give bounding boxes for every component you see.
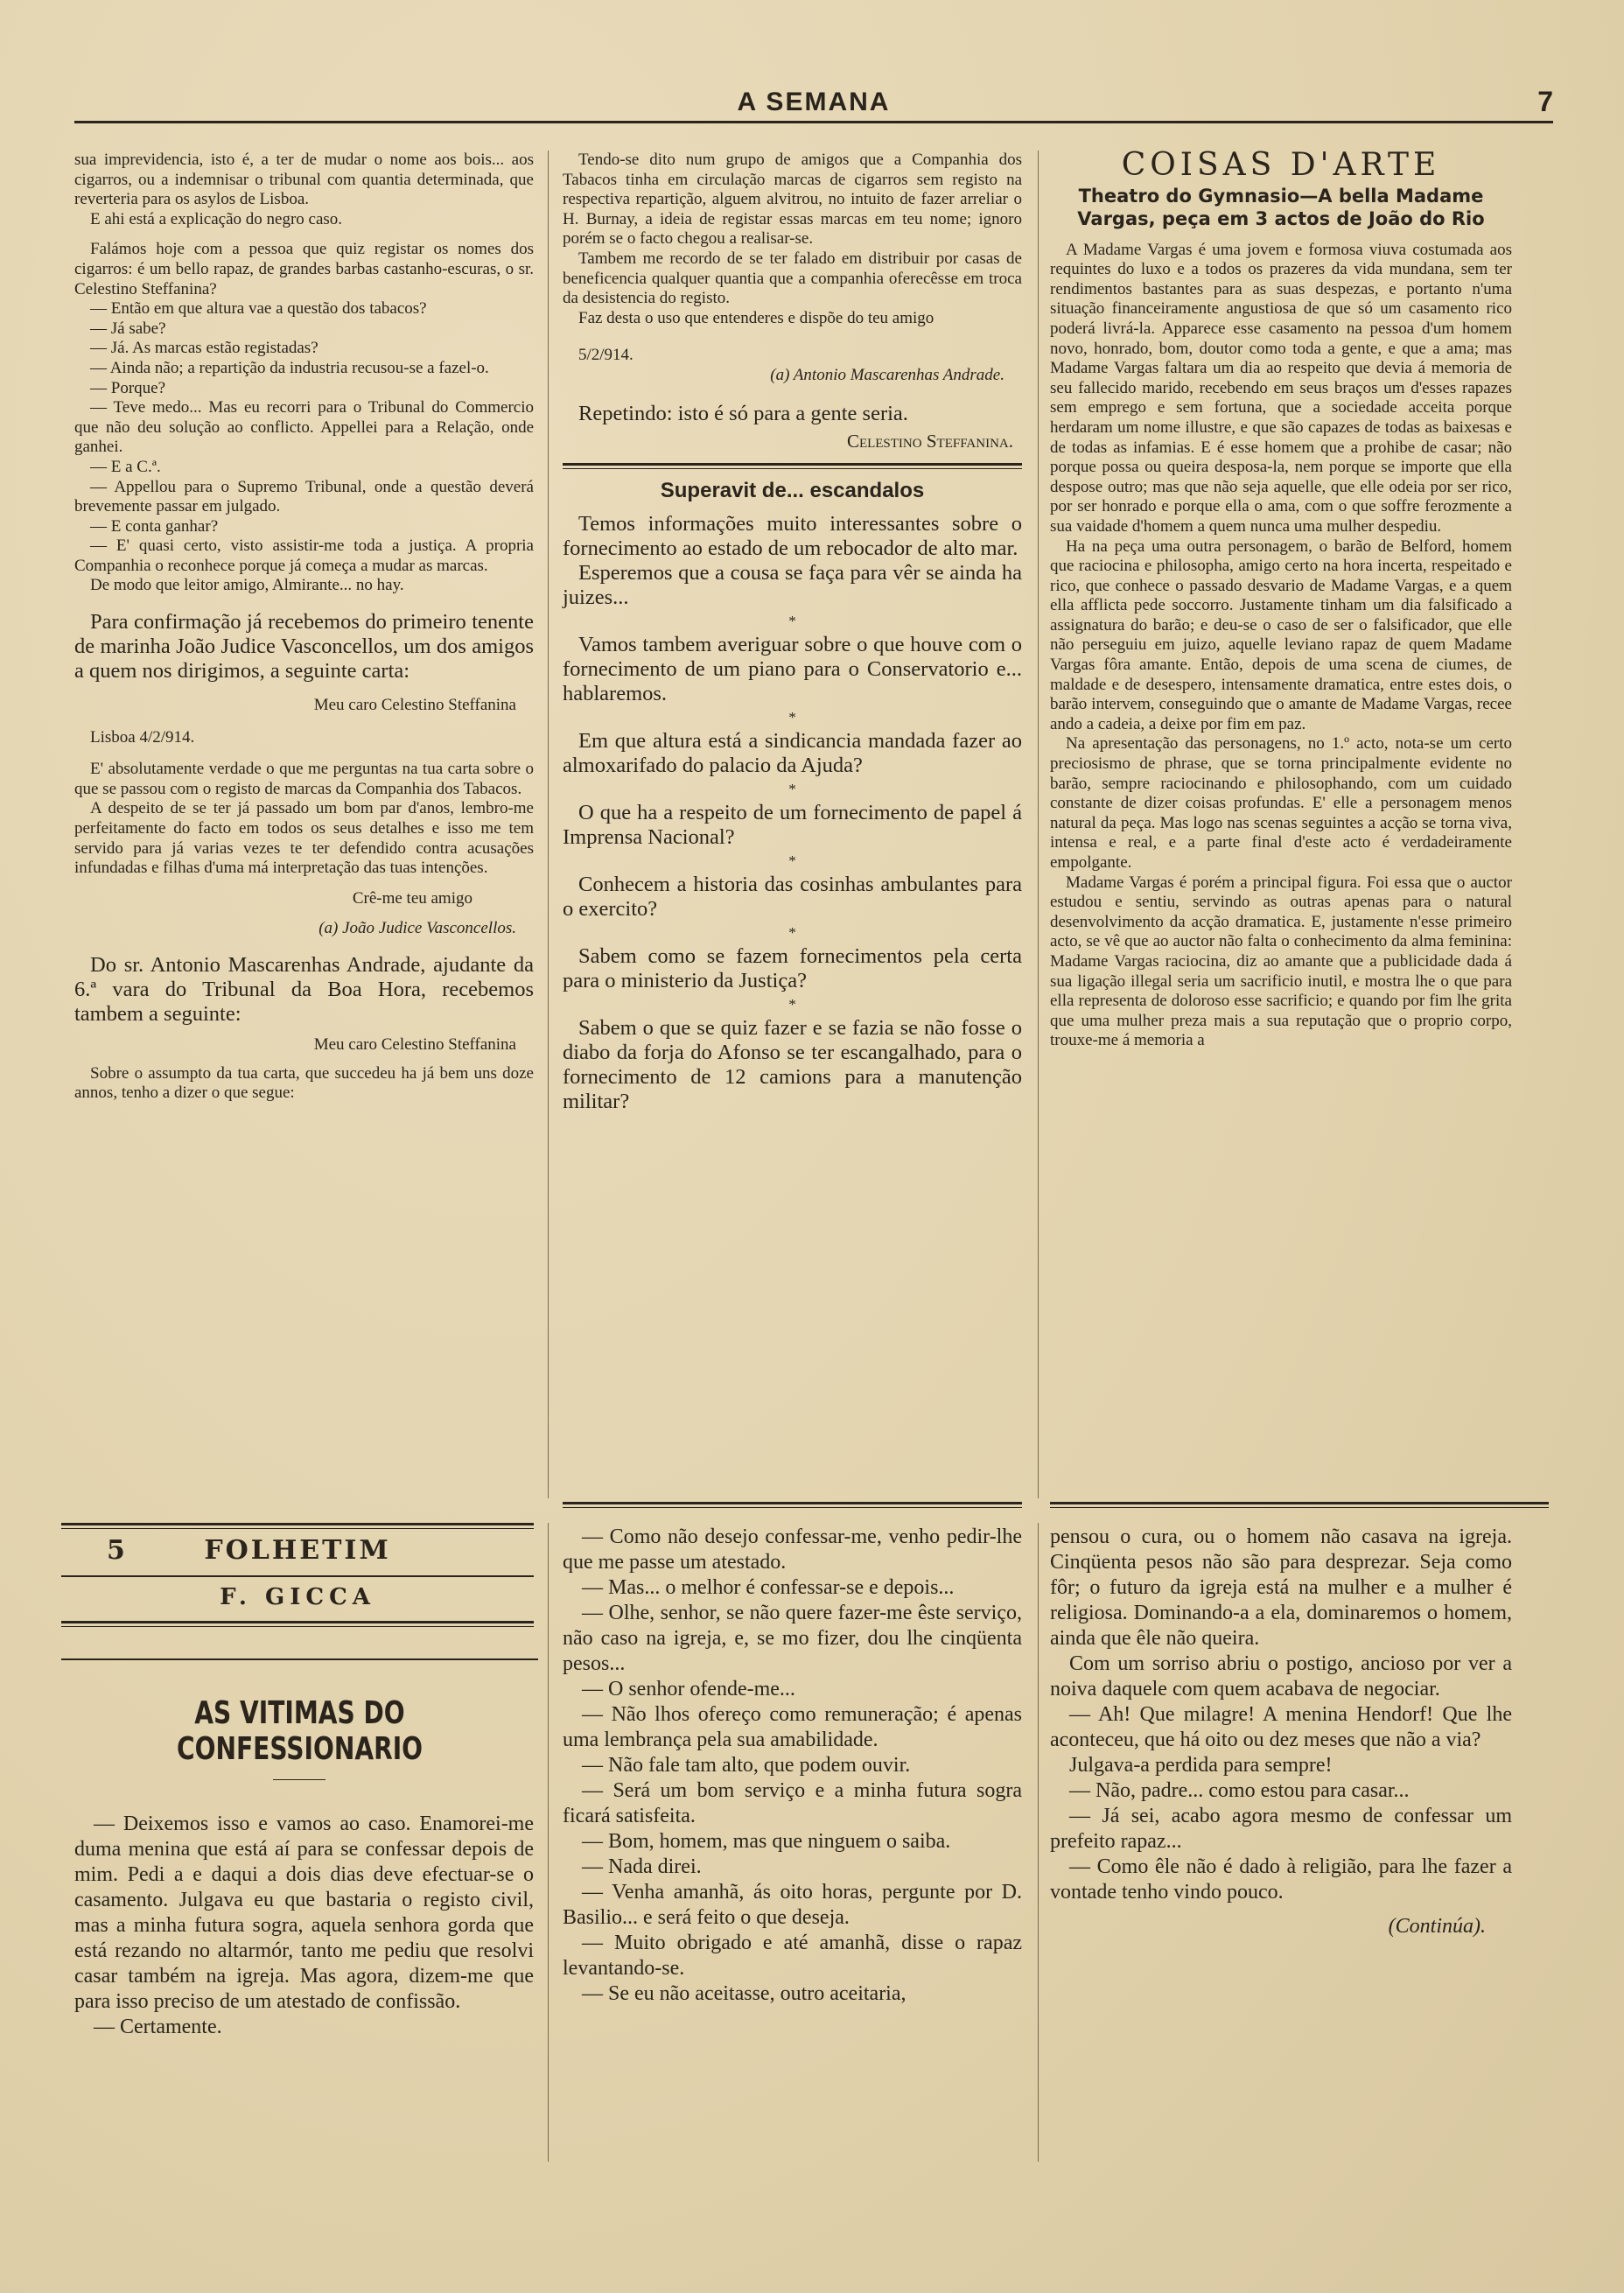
asterisk-separator: * bbox=[788, 780, 796, 797]
title-underline bbox=[273, 1779, 326, 1780]
dialogue-line: — Já sabe? bbox=[90, 319, 166, 338]
letter-salutation: Meu caro Celestino Steffanina bbox=[313, 696, 516, 715]
asterisk-separator: * bbox=[788, 708, 796, 726]
folhetim-label: FOLHETIM bbox=[204, 1535, 391, 1566]
folhetim-paragraph: Julgava-a perdida para sempre! bbox=[1069, 1754, 1333, 1777]
newspaper-title: A SEMANA bbox=[737, 88, 891, 116]
col2-item: O que ha a respeito de um fornecimento de papel á Imprensa Nacional? bbox=[563, 800, 1022, 849]
folhetim-number: 5 bbox=[107, 1535, 125, 1566]
column-divider bbox=[548, 151, 549, 1498]
letter-date: Lisboa 4/2/914. bbox=[90, 727, 195, 747]
folhetim-paragraph: — Venha amanhã, ás oito horas, pergunte por D. Basilio... e será feito o que deseja. bbox=[563, 1881, 1022, 1929]
letter-date: 5/2/914. bbox=[578, 346, 634, 365]
dialogue-line: — E a C.ª. bbox=[90, 457, 161, 476]
folhetim-paragraph: — Como êle não é dado à religião, para lhe fazer a vontade tenho vindo pouco. bbox=[1050, 1855, 1512, 1904]
folhetim-paragraph: — Se eu não aceitasse, outro aceitaria, bbox=[582, 1982, 906, 2005]
dialogue-line: — E conta ganhar? bbox=[90, 516, 219, 536]
folhetim-paragraph: — Será um bom serviço e a minha futura sogra ficará satisfeita. bbox=[563, 1779, 1022, 1827]
col2-item: Sabem o que se quiz fazer e se fazia se não fosse o diabo da forja do Afonso se ter escangalhado, para o fornecimento de 12 camions para a manutenção militar? bbox=[563, 1015, 1022, 1113]
asterisk-separator: * bbox=[788, 612, 796, 629]
column-divider bbox=[1038, 151, 1039, 1498]
asterisk-separator: * bbox=[788, 923, 796, 941]
asterisk-separator: * bbox=[788, 995, 796, 1013]
col1-lead-paragraph: Do sr. Antonio Mascarenhas Andrade, ajudante da 6.ª vara do Tribunal da Boa Hora, recebemos tambem a seguinte: bbox=[74, 953, 534, 1026]
dialogue-line: — Appellou para o Supremo Tribunal, onde a questão deverá brevemente passar em julgado. bbox=[74, 477, 534, 516]
coisas-darte-subtitle: Theatro do Gymnasio—A bella Madame Vargas, peça em 3 actos de João do Rio bbox=[1077, 185, 1485, 229]
coisas-darte-title: COISAS D'ARTE bbox=[1121, 147, 1441, 183]
column-3 bbox=[1050, 147, 1512, 1490]
folhetim-column-3 bbox=[1050, 1525, 1512, 2085]
col1-lead-paragraph: Para confirmação já recebemos do primeiro tenente de marinha João Judice Vasconcellos, um dos amigos a quem nos dirigimos, a seguinte carta: bbox=[74, 610, 534, 684]
dialogue-line: — Teve medo... Mas eu recorri para o Tribunal do Commercio que não deu solução ao conflicto. Appellei para a Relação, onde ganhei. bbox=[74, 398, 534, 457]
folhetim-paragraph: — Nada direi. bbox=[582, 1855, 702, 1878]
col1-paragraph: sua imprevidencia, isto é, a ter de mudar o nome aos bois... aos cigarros, ou a indemnisar o tribunal com quantia determinada, que reverteria para os asylos de Lisboa. bbox=[74, 151, 534, 209]
dialogue-line: — E' quasi certo, visto assistir-me toda a justiça. A propria Companhia o reconhece porque já começa a mudar as marcas. bbox=[74, 536, 534, 575]
col2-item: Vamos tambem averiguar sobre o que houve com o fornecimento de um piano para o Conservatorio e... hablaremos. bbox=[563, 632, 1022, 705]
folhetim-paragraph: — Deixemos isso e vamos ao caso. Enamorei-me duma menina que está aí para se confessar depois de mim. Pedi a e daqui a dois dias deve efectuar-se o casamento. Julgava eu que bastaria o registo civil, mas a minha futura sogra, aquela senhora gorda que está rezando no altarmór, tanto me pediu que resolvi casar também na igreja. Mas agora, dizem-me que para isso preciso de um atestado de confissão. bbox=[74, 1813, 534, 2013]
folhetim-title: AS VITIMAS DO CONFESSIONARIO bbox=[176, 1695, 424, 1767]
letter-paragraph: E' absolutamente verdade o que me perguntas na tua carta sobre o que se passou com o registo de marcas da Companhia dos Tabacos. bbox=[74, 760, 534, 798]
continua-note: (Continúa). bbox=[1388, 1915, 1486, 1938]
folhetim-top-rule bbox=[1050, 1502, 1549, 1508]
col2-item: Esperemos que a cousa se faça para vêr se ainda ha juizes... bbox=[563, 560, 1022, 609]
folhetim-rule bbox=[61, 1523, 534, 1529]
section-title: Superavit de... escandalos bbox=[660, 479, 925, 503]
col3-paragraph: Na apresentação das personagens, no 1.º acto, nota-se um certo preciosismo de phrase, que se torna principalmente evidente no barão, sempre raciocinando e philosophando, com um cuidado constante de dizer coisas profundas. E' elle a personagem menos natural da peça. Mas logo nas scenas seguintes a acção se torna viva, intensa e real, e a parte final d'este acto é verdadeiramente empolgante. bbox=[1050, 734, 1512, 872]
col2-paragraph: Tambem me recordo de se ter falado em distribuir por casas de beneficencia qualquer quantia que a companhia oferecêsse em troca da desistencia do registo. bbox=[563, 249, 1022, 308]
folhetim-rule bbox=[61, 1621, 534, 1627]
asterisk-separator: * bbox=[788, 852, 796, 869]
folhetim-paragraph: — Não fale tam alto, que podem ouvir. bbox=[582, 1754, 911, 1777]
col1-paragraph: De modo que leitor amigo, Almirante... no hay. bbox=[90, 576, 404, 595]
folhetim-author: F. GICCA bbox=[220, 1584, 375, 1610]
dialogue-line: — Já. As marcas estão registadas? bbox=[90, 339, 318, 358]
folhetim-rule bbox=[61, 1575, 534, 1577]
header-rule bbox=[74, 121, 1553, 123]
folhetim-title-block bbox=[61, 1658, 538, 1767]
folhetim-column-1 bbox=[74, 1812, 534, 2162]
column-divider bbox=[1038, 1523, 1039, 2162]
folhetim-paragraph: — Muito obrigado e até amanhã, disse o rapaz levantando-se. bbox=[563, 1932, 1022, 1980]
dialogue-line: — Ainda não; a repartição da industria recusou-se a fazel-o. bbox=[90, 358, 489, 377]
folhetim-column-2 bbox=[563, 1525, 1022, 2005]
col3-paragraph: A Madame Vargas é uma jovem e formosa viuva costumada aos requintes do luxo e a todos os prazeres da vida mundana, sem ter rendimentos bastantes para as suas despezas, e portanto n'uma situação financeiramente angustiosa de que só um casamento rico poderá livrá-la. Apparece esse casamento na pessoa d'um homem novo, honrado, bom, doutor como toda a gente, e que a ama; mas Madame Vargas faltara um dia ao respeito que devia á memoria de seu fallecido marido, recebendo em seus braços um d'esses rapazes sem emprego e sem fortuna, que a sociedade acceita porque herdaram um nome illustre, e que são capazes de todas as baixesas e de todas as infamias. E é esse homem que a prohibe de casar; não porque possa ou queira desposa-la, nem porque se importe que ella despose outro; mas que não seja aquelle, que elle odeia por ser rico, por ser honrado e porque ella o ama, com o que soffre ferozmente a sua vaidade d'homem a quem nunca uma mulher despediu. bbox=[1050, 240, 1512, 536]
col2-lead-paragraph: Repetindo: isto é só para a gente seria. bbox=[578, 401, 908, 425]
folhetim-paragraph: — Não, padre... como estou para casar... bbox=[1069, 1779, 1410, 1802]
col2-paragraph: Faz desta o uso que entenderes e dispõe do teu amigo bbox=[578, 308, 934, 327]
folhetim-paragraph: — O senhor ofende-me... bbox=[582, 1678, 795, 1700]
folhetim-paragraph: — Olhe, senhor, se não quere fazer-me êste serviço, não caso na igreja, e, se mo fizer, dou lhe cinqüenta pesos... bbox=[563, 1602, 1022, 1675]
letter-signature: (a) Antonio Mascarenhas Andrade. bbox=[770, 365, 1004, 384]
folhetim-paragraph: — Certamente. bbox=[94, 2016, 222, 2038]
folhetim-paragraph: — Mas... o melhor é confessar-se e depois... bbox=[582, 1576, 955, 1599]
col3-paragraph: Madame Vargas é porém a principal figura. Foi essa que o auctor estudou e sentiu, servindo as outras apenas para o natural desenvolvimento da acção dramatica. E, justamente n'esse primeiro acto, se vê que ao auctor não falta o conhecimento da alma feminina: Madame Vargas raciocina, diz ao amante que a publicidade dada á sua ligação illegal seria um sacrificio inutil, e mostra lhe o que para ella representa de doloroso esse sacrificio; e quando por fim lhe grita que uma mulher preza mais a sua reputação que o proprio corpo, trouxe-me á memoria a bbox=[1050, 873, 1512, 1050]
folhetim-paragraph: — Ah! Que milagre! A menina Hendorf! Que lhe aconteceu, que há oito ou dez meses que não a via? bbox=[1050, 1703, 1512, 1751]
col1-paragraph: Falámos hoje com a pessoa que quiz registar os nomes dos cigarros: é um bello rapaz, de grandes barbas castanho-escuras, o sr. Celestino Steffanina? bbox=[74, 240, 534, 298]
col2-paragraph: Tendo-se dito num grupo de amigos que a Companhia dos Tabacos tinha em circulação marcas de cigarros sem registo na respectiva repartição, alguem alvitrou, no intuito de fazer arreliar o H. Burnay, a ideia de registar essas marcas em teu nome; ignoro porém se o facto chegou a realisar-se. bbox=[563, 151, 1022, 249]
letter-paragraph: A despeito de se ter já passado um bom par d'anos, lembro-me perfeitamente do facto em todos os seus detalhes e isso me tem servido para já varias vezes te ter defendido contra acusações infundadas e filhas d'uma má interpretação das tuas intenções. bbox=[74, 799, 534, 878]
column-divider bbox=[548, 1523, 549, 2162]
folhetim-paragraph: — Não lhos ofereço como remuneração; é apenas uma lembrança pela sua amabilidade. bbox=[563, 1703, 1022, 1751]
letter-paragraph: Sobre o assumpto da tua carta, que succedeu ha já bem uns doze annos, tenho a dizer o que segue: bbox=[74, 1063, 534, 1103]
folhetim-header bbox=[61, 1523, 534, 1652]
letter-signature: (a) João Judice Vasconcellos. bbox=[318, 919, 516, 938]
folhetim-paragraph: Com um sorriso abriu o postigo, ancioso por ver a noiva daquele com quem acabava de negociar. bbox=[1050, 1652, 1512, 1700]
page-header bbox=[74, 86, 1553, 123]
folhetim-paragraph: pensou o cura, ou o homem não casava na igreja. Cinqüenta pesos não são para desprezar. Seja como fôr; o futuro da igreja está na mulher e a mulher é religiosa. Dominando-a a ela, dominaremos o homem, ainda que êle não queira. bbox=[1050, 1525, 1512, 1650]
column-2 bbox=[563, 151, 1022, 1490]
col3-paragraph: Ha na peça uma outra personagem, o barão de Belford, homem que raciocina e philosopha, amigo certo na hora incerta, respeitado e rico, que conhece o passado desvario de Madame Vargas, e a quem ella afflicta pede soccorro. Justamente tinham um dia falsificado a assignatura do barão; e deu-se o caso de ser o falsificador, que elle não perseguiu em juizo, aquelle leviano rapaz de quem Madame Vargas fôra amante. Então, depois de uma scena de ciumes, de maldade e de desespero, intensamente dramatica, entre estes dois, o barão intervem, conseguindo que o amante de Madame Vargas, recee ando a cadeia, a deixe por fim em paz. bbox=[1050, 536, 1512, 733]
column-1 bbox=[74, 151, 534, 1490]
col2-item: Sabem como se fazem fornecimentos pela certa para o ministerio da Justiça? bbox=[563, 943, 1022, 992]
page-number: 7 bbox=[1537, 86, 1553, 117]
dialogue-line: — Porque? bbox=[90, 378, 166, 397]
col2-item: Conhecem a historia das cosinhas ambulantes para o exercito? bbox=[563, 872, 1022, 921]
dialogue-line: — Então em que altura vae a questão dos tabacos? bbox=[90, 299, 427, 319]
col2-item: Em que altura está a sindicancia mandada fazer ao almoxarifado do palacio da Ajuda? bbox=[563, 728, 1022, 777]
section-rule bbox=[563, 463, 1022, 469]
folhetim-paragraph: — Como não desejo confessar-me, venho pedir-lhe que me passe um atestado. bbox=[563, 1525, 1022, 1574]
letter-closing: Crê-me teu amigo bbox=[352, 888, 472, 908]
col1-paragraph: E ahi está a explicação do negro caso. bbox=[90, 209, 343, 228]
folhetim-top-rule bbox=[563, 1502, 1022, 1508]
folhetim-paragraph: — Já sei, acabo agora mesmo de confessar um prefeito rapaz... bbox=[1050, 1805, 1512, 1853]
letter-salutation: Meu caro Celestino Steffanina bbox=[313, 1035, 516, 1054]
article-author: Celestino Steffanina. bbox=[846, 430, 1013, 452]
folhetim-paragraph: — Bom, homem, mas que ninguem o saiba. bbox=[582, 1830, 951, 1853]
col2-item: Temos informações muito interessantes sobre o fornecimento ao estado de um rebocador de alto mar. bbox=[563, 511, 1022, 560]
